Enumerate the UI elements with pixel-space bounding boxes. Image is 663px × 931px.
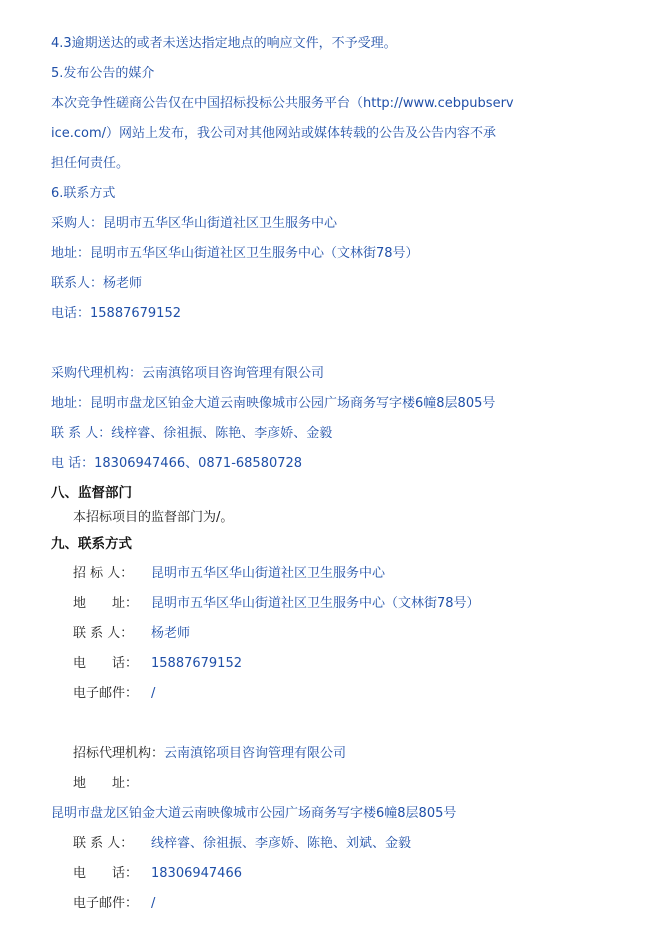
purchaser-line: 采购人：昆明市五华区华山街道社区卫生服务中心 <box>51 216 338 231</box>
contact-label: 联 系 人： <box>73 626 134 641</box>
contact-value: 杨老师 <box>151 626 191 641</box>
purchaser-contact-line: 联系人：杨老师 <box>51 276 143 291</box>
email-value: / <box>151 686 156 701</box>
item-5-line1: 本次竞争性磋商公告仅在中国招标投标公共服务平台（http://www.cebpubserv <box>51 96 514 111</box>
address-value: 昆明市五华区华山街道社区卫生服务中心（文林街78号） <box>151 596 480 611</box>
item-5-title: 5.发布公告的媒介 <box>51 66 155 81</box>
agency-value: 云南滇铭项目咨询管理有限公司 <box>164 746 347 761</box>
address-row <box>73 595 480 613</box>
section-8-title: 八、监督部门 <box>51 485 132 501</box>
agency-email-label: 电子邮件： <box>73 896 139 911</box>
agency-phone-label: 电 话： <box>73 866 139 881</box>
contact-row <box>73 625 190 643</box>
purchaser-phone-line: 电话：15887679152 <box>51 306 181 321</box>
agency-email-row <box>73 895 155 913</box>
agency-contact-row <box>73 835 411 853</box>
tenderer-value: 昆明市五华区华山街道社区卫生服务中心 <box>151 566 386 581</box>
agency-phone-row <box>73 865 242 883</box>
item-5-line3: 担任何责任。 <box>51 156 130 171</box>
section-9-title: 九、联系方式 <box>51 536 132 552</box>
item-5-line2: ice.com/）网站上发布，我公司对其他网站或媒体转载的公告及公告内容不承 <box>51 126 497 141</box>
agency-address-value: 昆明市盘龙区铂金大道云南映像城市公园广场商务写字楼6幢8层805号 <box>51 806 457 821</box>
section-8-text: 本招标项目的监督部门为/。 <box>73 510 234 525</box>
tenderer-label: 招 标 人： <box>73 566 134 581</box>
address-label: 地 址： <box>73 596 139 611</box>
phone-row <box>73 655 242 673</box>
email-row <box>73 685 155 703</box>
tenderer-row <box>73 565 385 583</box>
purchaser-address-line: 地址：昆明市五华区华山街道社区卫生服务中心（文林街78号） <box>51 246 419 261</box>
phone-label: 电 话： <box>73 656 139 671</box>
agency-phone-value: 18306947466 <box>151 866 242 881</box>
agency-address-line: 地址：昆明市盘龙区铂金大道云南映像城市公园广场商务写字楼6幢8层805号 <box>51 396 496 411</box>
agency-contact-value: 线梓睿、徐祖振、李彦娇、陈艳、刘斌、金毅 <box>151 836 412 851</box>
agency-contact-line: 联 系 人：线梓睿、徐祖振、陈艳、李彦娇、金毅 <box>51 426 333 441</box>
agency-email-value: / <box>151 896 156 911</box>
agency-phone-line: 电 话：18306947466、0871-68580728 <box>51 456 303 471</box>
item-4-3: 4.3逾期送达的或者未送达指定地点的响应文件，不予受理。 <box>51 36 397 51</box>
email-label: 电子邮件： <box>73 686 139 701</box>
agency-contact-label: 联 系 人： <box>73 836 134 851</box>
agency-row <box>73 745 346 763</box>
item-6-title: 6.联系方式 <box>51 186 116 201</box>
agency-line: 采购代理机构：云南滇铭项目咨询管理有限公司 <box>51 366 325 381</box>
agency-label: 招标代理机构： <box>73 746 165 761</box>
phone-value: 15887679152 <box>151 656 242 671</box>
agency-address-label: 地 址： <box>73 776 139 791</box>
